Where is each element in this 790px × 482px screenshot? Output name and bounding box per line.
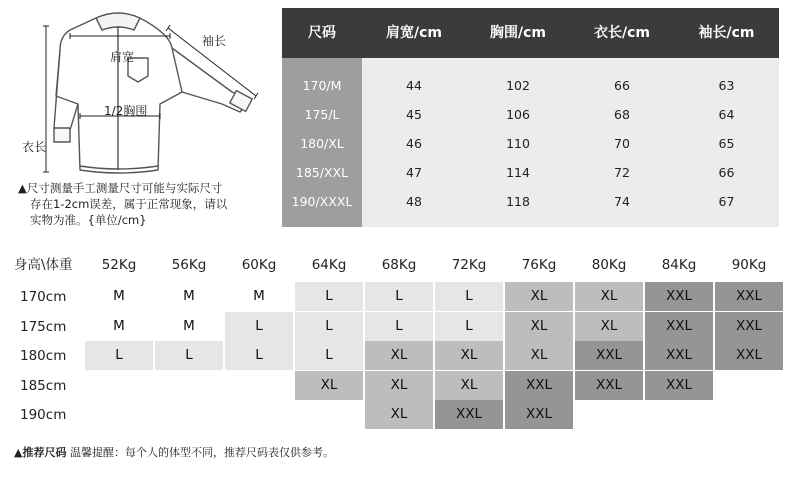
recommended-size-cell: L — [295, 282, 363, 311]
measurement-cell: 118 — [506, 194, 530, 209]
weight-header: 64Kg — [311, 257, 347, 273]
sleeve-length-label: 袖长 — [202, 34, 227, 48]
recommended-size-cell: L — [295, 312, 363, 341]
measurement-cell: 46 — [406, 136, 422, 151]
note-line-2: 存在1-2cm误差，属于正常现象，请以 — [30, 197, 228, 211]
recommended-size-cell: L — [225, 312, 293, 341]
weight-header: 76Kg — [521, 257, 557, 273]
recommended-size-cell: XL — [505, 282, 573, 311]
footnote-text: 温馨提醒：每个人的体型不同，推荐尺码表仅供参考。 — [66, 446, 334, 459]
recommended-size-cell: XXL — [715, 312, 783, 341]
measurement-cell: 44 — [406, 78, 422, 93]
recommended-size-cell: XL — [505, 312, 573, 341]
header-shoulder: 肩宽/cm — [386, 25, 442, 41]
body-length-label: 衣长 — [22, 140, 47, 154]
recommended-size-cell: XXL — [505, 371, 573, 400]
size-cell: 190/XXXL — [291, 194, 353, 209]
recommended-size-cell: XL — [575, 282, 643, 311]
note-line-1: ▲尺寸测量手工测量尺寸可能与实际尺寸 — [18, 181, 223, 195]
weight-header: 56Kg — [171, 257, 207, 273]
recommended-size-cell: M — [85, 282, 153, 311]
recommended-size-cell: XXL — [715, 341, 783, 370]
recommended-size-cell: L — [365, 282, 433, 311]
recommended-size-cell: XL — [435, 371, 503, 400]
size-cell: 170/M — [302, 78, 342, 93]
corner-label: 身高\体重 — [14, 257, 73, 273]
recommended-size-cell: XXL — [575, 371, 643, 400]
height-label: 170cm — [20, 289, 67, 305]
measurement-cell: 65 — [718, 136, 735, 151]
recommended-size-cell: M — [155, 282, 223, 311]
recommended-size-cell: M — [225, 282, 293, 311]
size-cell: 180/XL — [300, 136, 344, 151]
weight-header: 80Kg — [591, 257, 627, 273]
header-size: 尺码 — [308, 25, 336, 41]
recommended-size-cell: XXL — [645, 341, 713, 370]
header-length: 衣长/cm — [594, 25, 650, 41]
measurement-cell: 68 — [614, 107, 630, 122]
header-sleeve: 袖长/cm — [698, 25, 755, 41]
recommended-size-cell: M — [155, 312, 223, 341]
recommended-size-cell: L — [225, 341, 293, 370]
recommended-size-cell: XXL — [645, 282, 713, 311]
half-chest-label: 1/2胸围 — [104, 104, 148, 118]
recommended-size-cell: XL — [435, 341, 503, 370]
measurement-cell: 64 — [718, 107, 735, 122]
footnote — [14, 444, 334, 460]
recommended-size-cell: L — [435, 312, 503, 341]
weight-header: 52Kg — [101, 257, 137, 273]
size-cell: 185/XXL — [295, 165, 349, 180]
recommended-size-cell: M — [85, 312, 153, 341]
recommended-size-cell: XL — [365, 400, 433, 429]
recommended-size-cell: XL — [365, 341, 433, 370]
size-recommendation-grid — [0, 250, 790, 432]
recommended-size-cell: L — [435, 282, 503, 311]
measurement-cell: 47 — [406, 165, 422, 180]
shoulder-width-label: 肩宽 — [110, 50, 135, 64]
weight-header: 84Kg — [661, 257, 697, 273]
height-label: 190cm — [20, 407, 67, 423]
weight-header: 68Kg — [381, 257, 417, 273]
measurement-cell: 66 — [718, 165, 735, 180]
header-chest: 胸围/cm — [490, 25, 546, 41]
measurement-cell: 114 — [506, 165, 530, 180]
recommended-size-cell: XXL — [435, 400, 503, 429]
measurement-cell: 67 — [718, 194, 735, 209]
measurement-cell: 45 — [406, 107, 422, 122]
weight-header: 72Kg — [451, 257, 487, 273]
recommended-size-cell: XL — [295, 371, 363, 400]
measurement-cell: 102 — [506, 78, 530, 93]
height-label: 185cm — [20, 378, 67, 394]
size-table — [282, 8, 779, 227]
recommended-size-cell: XXL — [505, 400, 573, 429]
recommended-size-cell: XL — [365, 371, 433, 400]
recommended-size-cell: XL — [575, 312, 643, 341]
height-label: 175cm — [20, 319, 67, 335]
note-line-3: 实物为准。{单位/cm} — [30, 213, 147, 227]
footnote-title: ▲推荐尺码 — [14, 446, 67, 459]
recommended-size-cell: XXL — [645, 312, 713, 341]
measurement-cell: 63 — [718, 78, 735, 93]
measurement-cell: 110 — [506, 136, 530, 151]
recommended-size-cell: L — [155, 341, 223, 370]
weight-header: 60Kg — [241, 257, 277, 273]
measurement-cell: 66 — [614, 78, 630, 93]
measurement-cell: 72 — [614, 165, 630, 180]
measurement-cell: 70 — [614, 136, 630, 151]
recommended-size-cell: L — [295, 341, 363, 370]
recommended-size-cell: L — [85, 341, 153, 370]
size-cell: 175/L — [304, 107, 340, 122]
recommended-size-cell: XXL — [575, 341, 643, 370]
recommended-size-cell: XL — [505, 341, 573, 370]
recommended-size-cell: XXL — [715, 282, 783, 311]
measurement-cell: 106 — [506, 107, 530, 122]
measurement-cell: 48 — [406, 194, 422, 209]
measurement-note — [18, 180, 280, 228]
weight-header: 90Kg — [731, 257, 767, 273]
recommended-size-cell: L — [365, 312, 433, 341]
measurement-cell: 74 — [614, 194, 630, 209]
height-label: 180cm — [20, 348, 67, 364]
recommended-size-cell: XXL — [645, 371, 713, 400]
